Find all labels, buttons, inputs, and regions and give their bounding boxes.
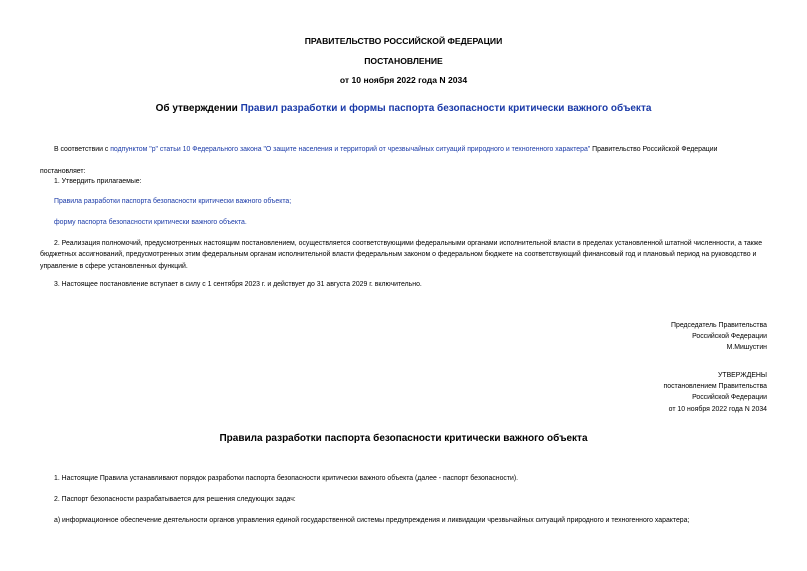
rules-title: Правила разработки паспорта безопасности критически важного объекта — [219, 433, 588, 444]
approval-by: постановлением Правительства — [663, 383, 767, 391]
rules-paragraph-3: а) информационное обеспечение деятельности органов управления единой государственной системы предупреждения и ликвидации чрезвычайных ситуаций природного и техногенного характера; — [54, 517, 690, 524]
document-type: ПОСТАНОВЛЕНИЕ — [364, 56, 443, 66]
federal-law-link[interactable]: подпунктом "р" статьи 10 Федерального закона "О защите населения и территорий от чрезвычайных ситуаций природного и техногенного характера" — [110, 146, 591, 153]
item-1: 1. Утвердить прилагаемые: — [54, 178, 142, 185]
approval-date: от 10 ноября 2022 года N 2034 — [668, 405, 767, 413]
decree-word: постановляет: — [40, 168, 86, 175]
document-date-number: от 10 ноября 2022 года N 2034 — [339, 75, 468, 85]
signature-position: Председатель Правительства — [671, 322, 767, 329]
approval-block — [664, 370, 768, 415]
preamble-paragraph — [54, 144, 774, 155]
rules-paragraph-2: 2. Паспорт безопасности разрабатывается для решения следующих задач: — [54, 496, 296, 503]
preamble-end: Правительство Российской Федерации — [590, 146, 718, 153]
form-link[interactable]: форму паспорта безопасности критически важного объекта. — [54, 219, 247, 226]
title-prefix: Об утверждении — [155, 103, 241, 114]
item-2: 2. Реализация полномочий, предусмотренных настоящим постановлением, осуществляется соответствующими федеральными органами исполнительной власти в пределах установленной штатной численности, а также бюджетных ассигнований, предусмотренных этим федеральным органам исполнительной власти федеральным законом о федеральном бюджете на соответствующий финансовый год и плановый период на руководство и управление в сфере установленных функций. — [40, 240, 763, 270]
signature-country: Российской Федерации — [692, 333, 767, 341]
rules-paragraph-1: 1. Настоящие Правила устанавливают порядок разработки паспорта безопасности критически важного объекта (далее - паспорт безопасности). — [54, 475, 519, 482]
document-title — [0, 103, 807, 114]
item-3: 3. Настоящее постановление вступает в силу с 1 сентября 2023 г. и действует до 31 августа 2029 г. включительно. — [54, 281, 422, 288]
signature-name: М.Мишустин — [726, 344, 767, 352]
title-link[interactable]: Правил разработки и формы паспорта безопасности критически важного объекта — [240, 103, 652, 114]
approval-title: УТВЕРЖДЕНЫ — [718, 372, 767, 379]
government-heading: ПРАВИТЕЛЬСТВО РОССИЙСКОЙ ФЕДЕРАЦИИ — [304, 36, 503, 46]
preamble-start: В соответствии с — [54, 146, 111, 153]
rules-link[interactable]: Правила разработки паспорта безопасности критически важного объекта; — [54, 198, 292, 205]
approval-country: Российской Федерации — [692, 394, 767, 402]
signature-block — [671, 320, 767, 354]
